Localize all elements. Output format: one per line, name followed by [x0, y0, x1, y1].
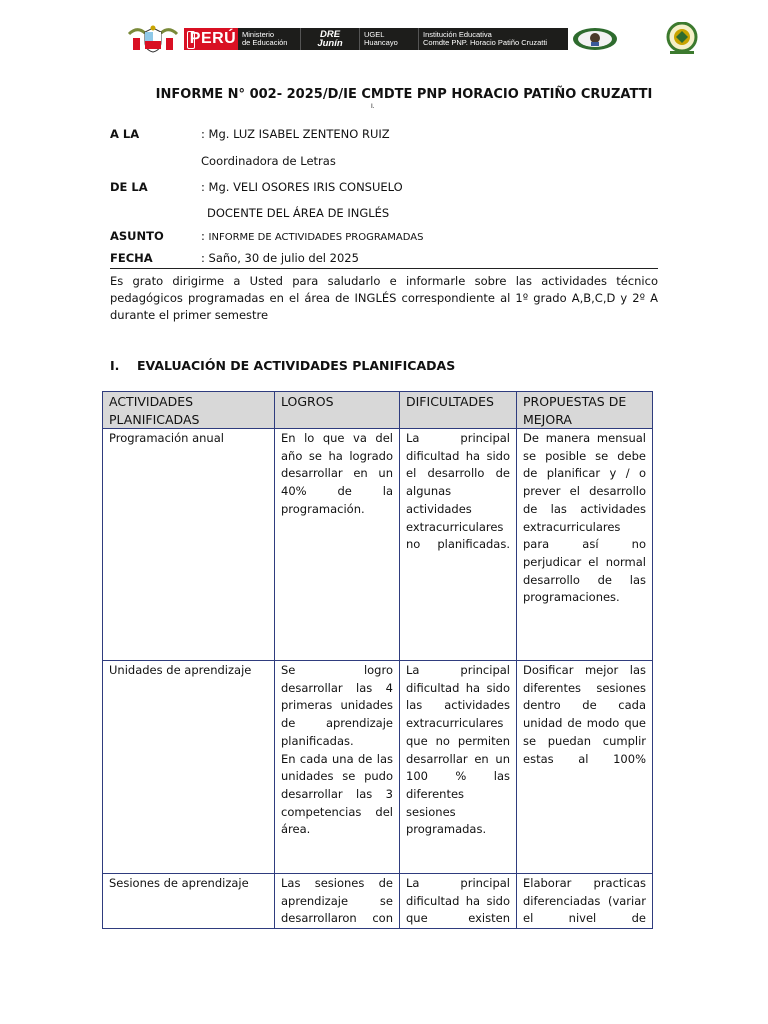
header-divider: [110, 268, 658, 269]
section-heading: [110, 358, 455, 373]
peru-coat-of-arms-logo: [127, 24, 179, 54]
title-numbering-mark: I.: [371, 103, 375, 110]
cell-actividad: Unidades de aprendizaje: [103, 661, 275, 874]
cell-logros: En lo que va del año se ha logrado desarrollar en un 40% de la programación.: [275, 429, 400, 661]
column-header-logros: LOGROS: [275, 392, 400, 429]
table-row: [103, 429, 653, 661]
school-emblem-logo: [572, 27, 618, 51]
section-title: EVALUACIÓN DE ACTIVIDADES PLANIFICADAS: [137, 358, 456, 373]
cell-logros: [275, 661, 400, 874]
report-title: INFORME N° 002- 2025/D/IE CMDTE PNP HORACIO PATIÑO CRUZATTI: [155, 87, 653, 102]
intro-paragraph: Es grato dirigirme a Usted para saludarlo e informarle sobre las actividades técnico pedagógicos programadas en el área de INGLÉS correspondiente al 1º grado A,B,C,D y 2º A durante el primer semestre: [110, 274, 658, 322]
cell-dificultades: La principal dificultad ha sido que existen: [400, 874, 517, 929]
de-la-role: DOCENTE DEL ÁREA DE INGLÉS: [207, 206, 390, 220]
cell-logros: Las sesiones de aprendizaje se desarrollaron con: [275, 874, 400, 929]
de-la-value: : Mg. VELI OSORES IRIS CONSUELO: [201, 180, 403, 194]
table-header-row: [103, 392, 653, 429]
cell-dificultades: La principal dificultad ha sido las actividades extracurriculares que no permiten desarrollar en un 100 % las diferentes sesiones programadas.: [400, 661, 517, 874]
a-la-value: : Mg. LUZ ISABEL ZENTENO RUIZ: [201, 127, 390, 141]
peru-brand: PERÚ: [184, 28, 238, 50]
ministerio-label: Ministerio de Educación: [238, 28, 300, 50]
institutional-banner: [184, 28, 568, 50]
column-header-dificultades: DIFICULTADES: [400, 392, 517, 429]
cell-logros-part-2: En cada una de las unidades se pudo desarrollar las 3 competencias del área.: [281, 751, 393, 837]
table-row: [103, 874, 653, 929]
dre-label: DRE Junín: [300, 28, 359, 50]
cell-logros-part-1: Se logro desarrollar las 4 primeras unidades de aprendizaje planificadas.: [281, 663, 393, 748]
evaluation-table: [102, 391, 653, 929]
cell-propuestas: De manera mensual se posible se debe de planificar y / o prever el desarrollo de las actividades extracurriculares para así no perjudicar el normal desarrollo de las programaciones.: [517, 429, 653, 661]
cell-propuestas: Elaborar practicas diferenciadas (variar el nivel de: [517, 874, 653, 929]
cell-dificultades: La principal dificultad ha sido el desarrollo de algunas actividades extracurriculares no planificadas.: [400, 429, 517, 661]
a-la-role: Coordinadora de Letras: [201, 154, 336, 168]
fecha-label: FECHA: [110, 251, 153, 265]
asunto-label: ASUNTO: [110, 229, 164, 243]
column-header-propuestas: PROPUESTAS DE MEJORA: [517, 392, 653, 429]
section-number: I.: [110, 358, 120, 373]
fecha-value: : Saño, 30 de julio del 2025: [201, 251, 359, 265]
table-row: [103, 661, 653, 874]
peru-mark-icon: [187, 31, 195, 49]
cell-actividad: Programación anual: [103, 429, 275, 661]
ugel-label: UGEL Huancayo: [359, 28, 418, 50]
institution-seal-logo: [656, 22, 708, 56]
cell-actividad: Sesiones de aprendizaje: [103, 874, 275, 929]
a-la-label: A LA: [110, 127, 140, 141]
column-header-actividades: ACTIVIDADES PLANIFICADAS: [103, 392, 275, 429]
asunto-value: : INFORME DE ACTIVIDADES PROGRAMADAS: [201, 229, 424, 243]
de-la-label: DE LA: [110, 180, 148, 194]
institucion-label: Institución Educativa Comdte PNP. Horacio Patiño Cruzatti: [418, 28, 568, 50]
cell-propuestas: Dosificar mejor las diferentes sesiones dentro de cada unidad de modo que se puedan cumplir estas al 100%: [517, 661, 653, 874]
